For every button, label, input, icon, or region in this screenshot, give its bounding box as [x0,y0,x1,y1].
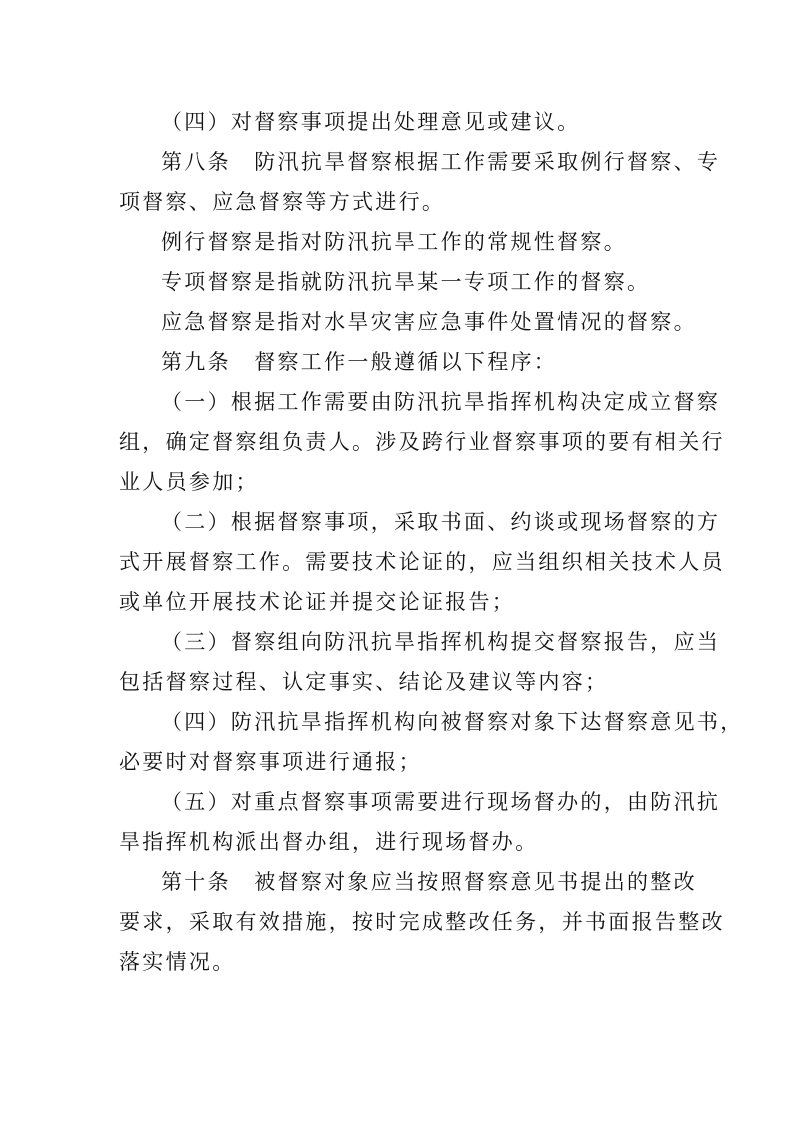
routine-inspection-definition: 例行督察是指对防汛抗旱工作的常规性督察。 [161,230,627,254]
article-8-text: 第八条 防汛抗旱督察根据工作需要采取例行督察、专 [161,150,721,174]
article-9-item-3-continued: 包括督察过程、认定事实、结论及建议等内容； [119,670,609,694]
article-9-item-3: （三）督察组向防汛抗旱指挥机构提交督察报告，应当 [161,630,721,654]
emergency-inspection-definition: 应急督察是指对水旱灾害应急事件处置情况的督察。 [161,310,697,334]
article-9-item-2-continued: 或单位开展技术论证并提交论证报告； [119,590,516,614]
article-9-item-4-continued: 必要时对督察事项进行通报； [119,750,422,774]
article-9-item-1-continued: 组，确定督察组负责人。涉及跨行业督察事项的要有相关行 [119,430,725,454]
article-9-item-5-continued: 旱指挥机构派出督办组，进行现场督办。 [119,830,539,854]
article-9-text: 第九条 督察工作一般遵循以下程序： [161,350,558,374]
article-9-item-5: （五）对重点督察事项需要进行现场督办的，由防汛抗 [161,790,721,814]
article-9-item-1-continued: 业人员参加； [119,470,259,494]
special-inspection-definition: 专项督察是指就防汛抗旱某一专项工作的督察。 [161,270,651,294]
article-10-text-continued: 落实情况。 [119,950,236,974]
article-9-item-2: （二）根据督察事项，采取书面、约谈或现场督察的方 [161,510,721,534]
article-10-text: 第十条 被督察对象应当按照督察意见书提出的整改 [161,870,697,894]
article-8-text-continued: 项督察、应急督察等方式进行。 [119,190,446,214]
article-9-item-4: （四）防汛抗旱指挥机构向被督察对象下达督察意见书， [161,710,744,734]
article-9-item-2-continued: 式开展督察工作。需要技术论证的，应当组织相关技术人员 [119,550,725,574]
article-10-text-continued: 要求，采取有效措施，按时完成整改任务，并书面报告整改 [119,910,725,934]
article-9-item-1: （一）根据工作需要由防汛抗旱指挥机构决定成立督察 [161,390,721,414]
article-7-item-4: （四）对督察事项提出处理意见或建议。 [161,110,581,134]
